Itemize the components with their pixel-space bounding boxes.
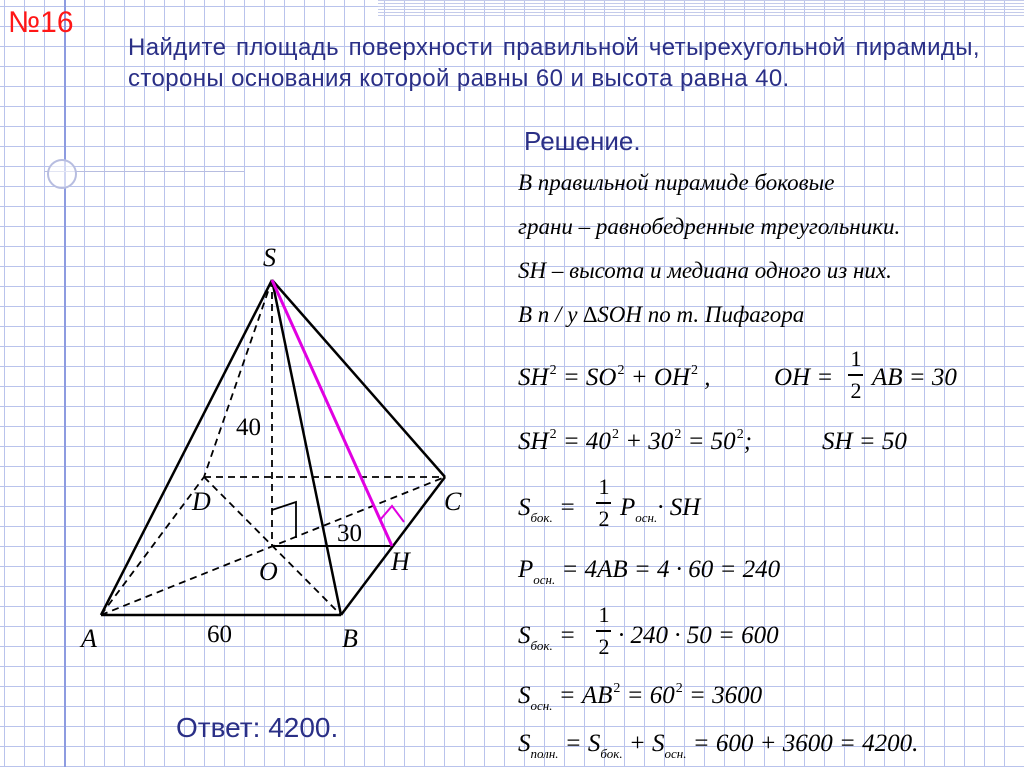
label-c: C [444,487,462,516]
formula-pythagoras: $SH^2 = SO^2 + OH^2$ , [518,363,711,391]
label-side-60: 60 [207,621,232,648]
solution-line-3: SH – высота и медиана одного из них. [518,258,892,283]
formula-lateral-area-result: · 240 · 50 = 600 [618,622,779,649]
formula-lateral-area-rest: $P_{осн.}\cdot$ SH [620,494,701,525]
formula-sh-value: SH = 50 [822,428,907,455]
formula-total-area: $S_{полн.} = S_{бок.} + S_{осн.} = 600 + 3600 = 4200$. [518,730,919,761]
label-oh-30: 30 [337,520,362,547]
solution-title: Решение. [524,126,641,156]
answer: Ответ: 4200. [176,712,339,743]
apothem-sh [272,280,392,546]
formula-oh-value: AB = 30 [872,364,957,391]
label-o: O [259,557,278,586]
edge-ad-hidden [101,477,204,615]
fraction-half-3: 1 2 [596,602,612,660]
edge-sb [272,280,341,615]
problem-number: №16 [8,6,74,39]
problem-statement: Найдите площадь поверхности правильной четырехугольной пирамиды, стороны основания которой равны 60 и высота равна 40. [128,34,980,92]
edge-sc [272,280,445,477]
label-s: S [263,243,276,272]
right-angle-mark-o [272,502,296,538]
label-height-40: 40 [236,414,261,441]
formula-perimeter: $P_{осн.} = 4AB = 4 \cdot 60 = 240$ [518,556,781,587]
solution-line-1: В правильной пирамиде боковые [518,170,835,195]
label-b: B [342,624,358,653]
label-d: D [192,487,211,516]
fraction-half-2: 1 2 [596,474,612,532]
solution-line-4: В п / у ∆SOH по т. Пифагора [518,302,805,327]
edge-sd-hidden [204,280,272,477]
solution-line-2: грани – равнобедренные треугольники. [518,214,901,239]
formula-oh: OH = [774,364,834,391]
formula-sh-squared: $SH^2 = 40^2 + 30^2 = 50^2$; [518,427,753,455]
label-a: A [81,624,97,653]
formula-base-area: $S_{осн.} = AB^2 = 60^2 = 3600$ [518,681,763,713]
label-h: H [391,547,410,576]
formula-lateral-area-def: $S_{бок.}$ = [518,494,576,525]
edge-sa [101,280,272,615]
right-angle-mark-h [380,506,404,522]
fraction-half-1: 1 2 [848,346,864,404]
formula-lateral-area-calc: $S_{бок.}$ = [518,622,576,653]
